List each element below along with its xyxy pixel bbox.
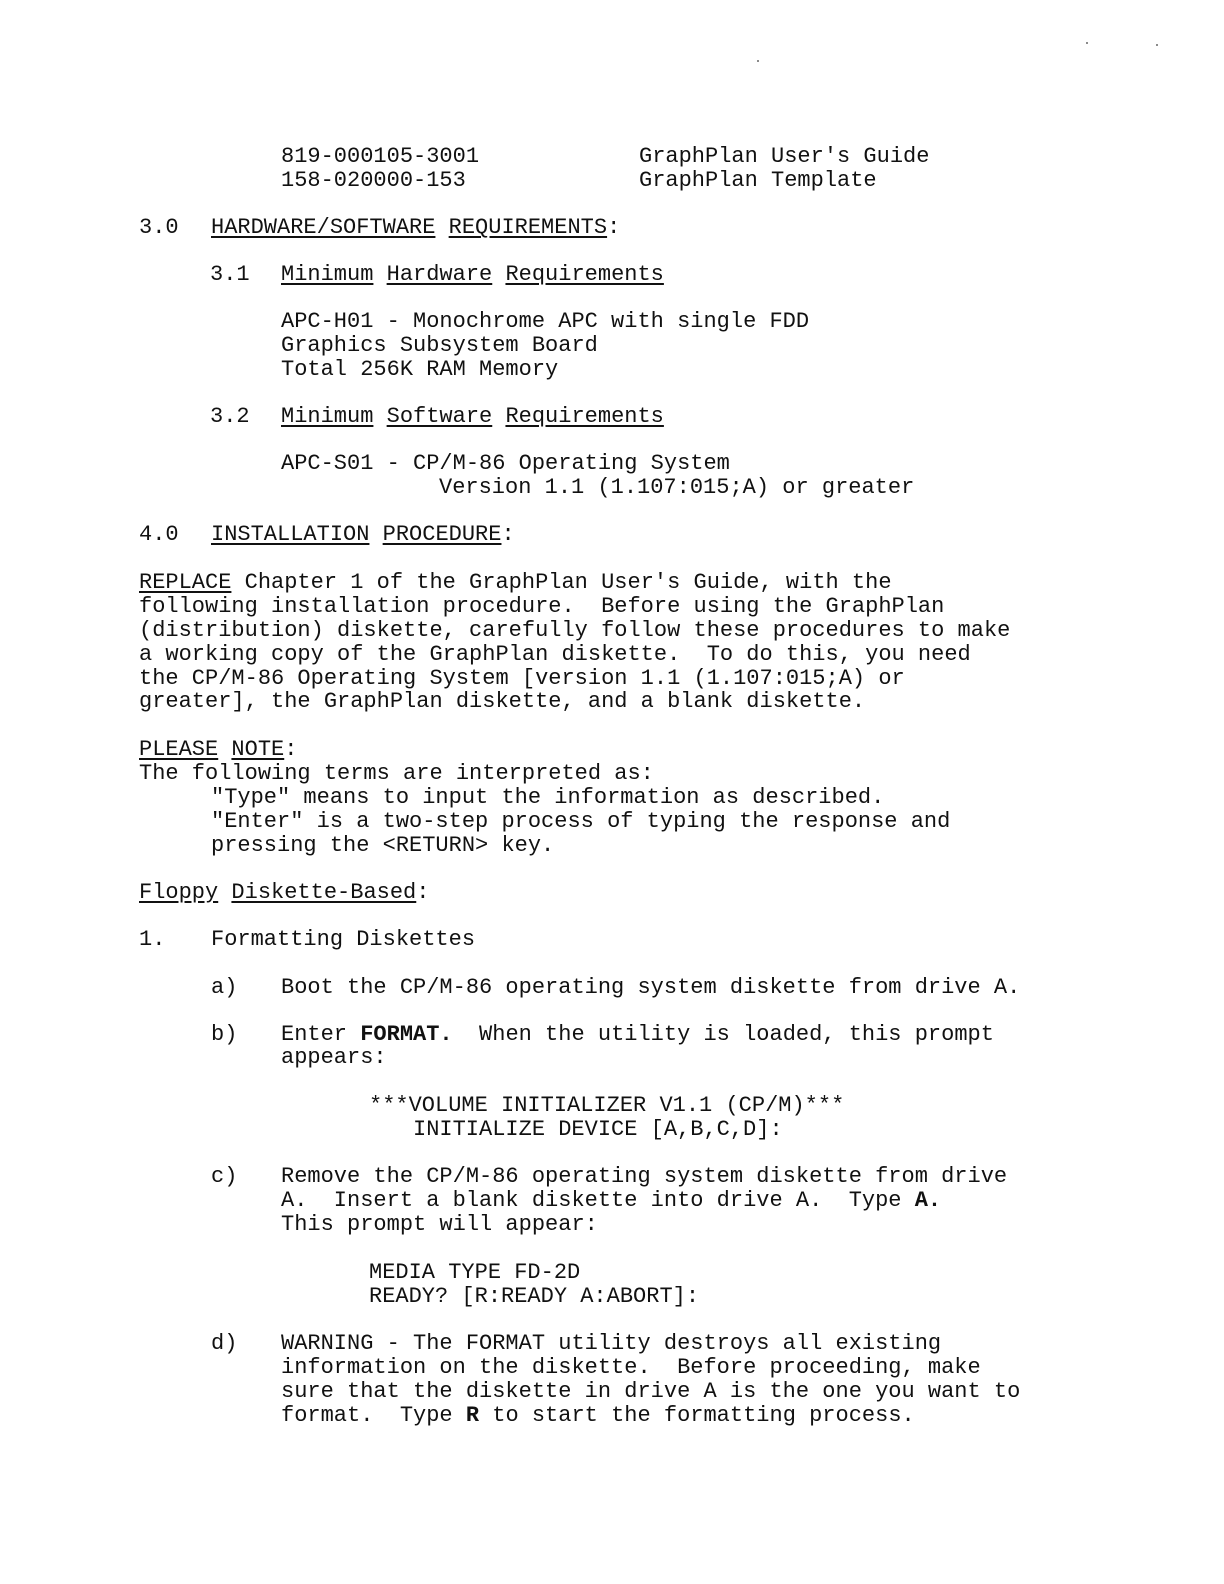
part-number-2: 158-020000-153: [281, 168, 466, 193]
heading-word: Requirements: [505, 404, 664, 429]
heading-word: HARDWARE/SOFTWARE: [211, 215, 436, 240]
heading-word: PROCEDURE: [382, 522, 502, 547]
step-c-line-1: Remove the CP/M-86 operating system diskette from drive: [281, 1164, 1008, 1189]
software-line: Version 1.1 (1.107:015;A) or greater: [439, 475, 915, 500]
heading-word: Requirements: [505, 262, 664, 287]
format-command: FORMAT.: [360, 1022, 453, 1047]
note-line: pressing the <RETURN> key.: [211, 833, 555, 858]
step-d-label: d): [211, 1331, 238, 1356]
heading-colon: :: [416, 880, 430, 905]
install-para-line: the CP/M-86 Operating System [version 1.1 (1.107:015;A) or: [139, 666, 905, 691]
replace-word: REPLACE: [139, 570, 232, 595]
step-b-label: b): [211, 1022, 238, 1047]
section-3-2-number: 3.2: [210, 404, 250, 429]
heading-colon: :: [607, 215, 621, 240]
please-note-heading: [139, 738, 297, 762]
hardware-line: Total 256K RAM Memory: [281, 357, 559, 382]
step-d-line-1: WARNING - The FORMAT utility destroys all existing: [281, 1331, 942, 1356]
step-d-line-3: sure that the diskette in drive A is the one you want to: [281, 1379, 1021, 1404]
install-para-line: greater], the GraphPlan diskette, and a blank diskette.: [139, 689, 866, 714]
scan-speck: [757, 60, 759, 62]
software-line: APC-S01 - CP/M-86 Operating System: [281, 451, 730, 476]
section-4-number: 4.0: [139, 522, 179, 547]
scan-speck: [1086, 42, 1088, 44]
step-b-line-1: Enter FORMAT. When the utility is loaded, this prompt: [281, 1022, 994, 1047]
heading-word: Software: [386, 404, 493, 429]
note-line: "Enter" is a two-step process of typing the response and: [211, 809, 951, 834]
heading-word: PLEASE: [139, 737, 219, 762]
step-1-number: 1.: [139, 927, 166, 952]
part-title-1: GraphPlan User's Guide: [639, 144, 930, 169]
screen-prompt: ***VOLUME INITIALIZER V1.1 (CP/M)***: [369, 1093, 845, 1118]
scan-speck: [1156, 44, 1158, 46]
install-para-line: (distribution) diskette, carefully follow these procedures to make: [139, 618, 1011, 643]
floppy-heading: [139, 881, 429, 905]
install-para-line: a working copy of the GraphPlan diskette. To do this, you need: [139, 642, 971, 667]
hardware-line: APC-H01 - Monochrome APC with single FDD: [281, 309, 810, 334]
step-d-line-2: information on the diskette. Before proceeding, make: [281, 1355, 981, 1380]
step-a-text: Boot the CP/M-86 operating system diskette from drive A.: [281, 975, 1021, 1000]
heading-word: Minimum: [281, 404, 374, 429]
install-para-line: following installation procedure. Before using the GraphPlan: [139, 594, 945, 619]
step-d-line-4: format. Type R to start the formatting process.: [281, 1403, 915, 1428]
section-3-2-heading: [281, 405, 664, 429]
heading-word: Diskette-Based: [231, 880, 417, 905]
install-para-line: REPLACE Chapter 1 of the GraphPlan User's Guide, with the: [139, 570, 892, 595]
section-3-1-number: 3.1: [210, 262, 250, 287]
step-a-label: a): [211, 975, 238, 1000]
part-title-2: GraphPlan Template: [639, 168, 877, 193]
step-c-line-3: This prompt will appear:: [281, 1212, 598, 1237]
part-number-1: 819-000105-3001: [281, 144, 480, 169]
section-3-number: 3.0: [139, 215, 179, 240]
step-b-line-2: appears:: [281, 1045, 387, 1070]
step-1-title: Formatting Diskettes: [211, 927, 476, 952]
heading-word: Floppy: [139, 880, 219, 905]
screen-prompt: READY? [R:READY A:ABORT]:: [369, 1284, 700, 1309]
section-4-heading: [211, 523, 515, 547]
heading-word: NOTE: [231, 737, 285, 762]
section-3-1-heading: [281, 263, 664, 287]
heading-word: Hardware: [386, 262, 493, 287]
section-3-heading: [211, 216, 620, 240]
type-r-key: R: [465, 1403, 480, 1428]
step-c-line-2: A. Insert a blank diskette into drive A. Type A.: [281, 1188, 942, 1213]
hardware-line: Graphics Subsystem Board: [281, 333, 598, 358]
step-c-label: c): [211, 1164, 238, 1189]
heading-colon: :: [284, 737, 298, 762]
type-a-key: A.: [914, 1188, 942, 1213]
note-line: "Type" means to input the information as described.: [211, 785, 885, 810]
screen-prompt: INITIALIZE DEVICE [A,B,C,D]:: [413, 1117, 783, 1142]
screen-prompt: MEDIA TYPE FD-2D: [369, 1260, 581, 1285]
note-line: The following terms are interpreted as:: [139, 761, 654, 786]
heading-word: INSTALLATION: [211, 522, 370, 547]
heading-word: REQUIREMENTS: [448, 215, 608, 240]
heading-word: Minimum: [281, 262, 374, 287]
heading-colon: :: [501, 522, 515, 547]
